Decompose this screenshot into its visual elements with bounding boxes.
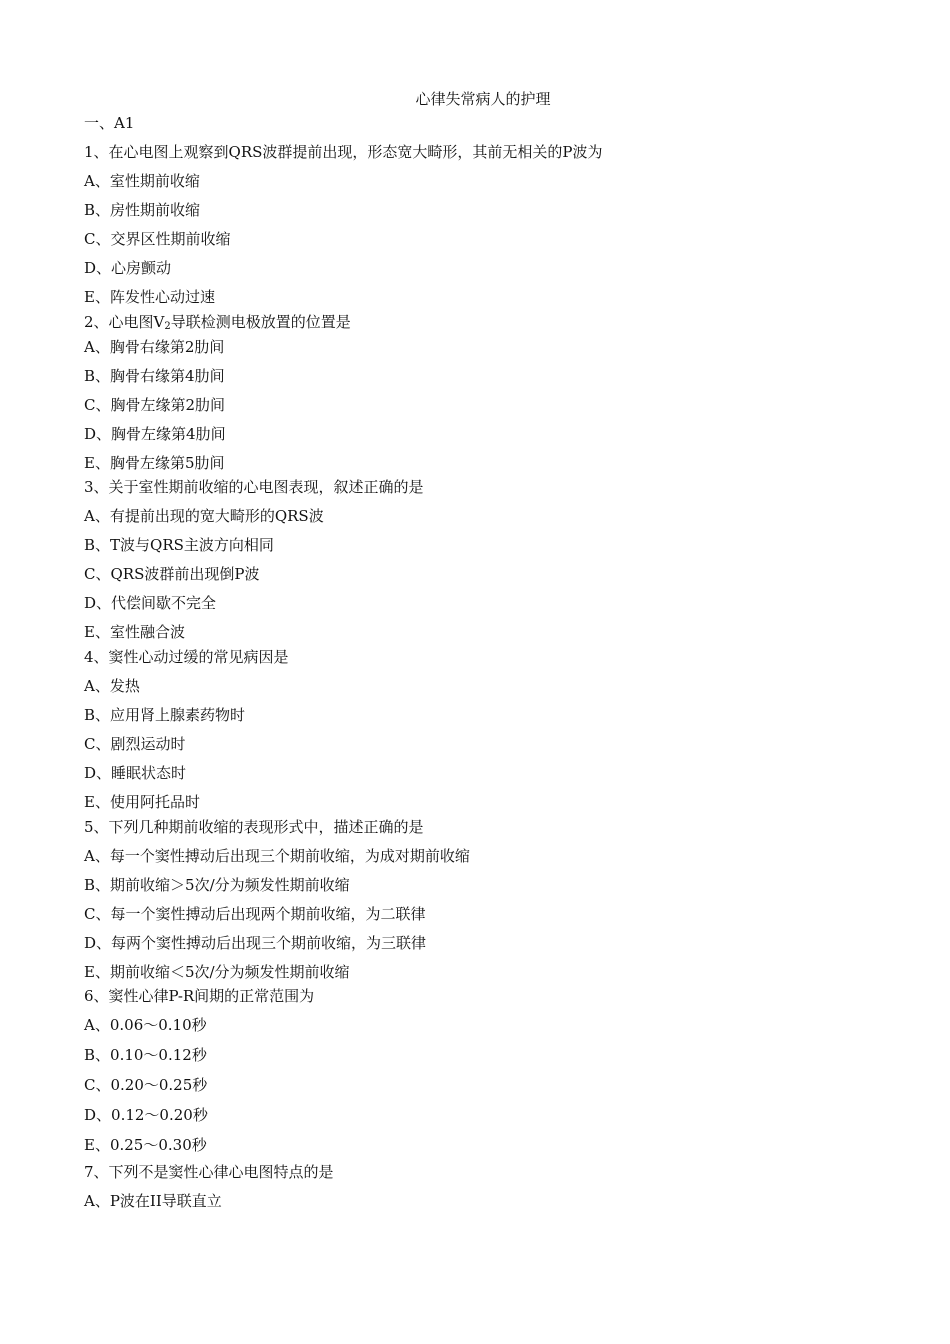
- page-title: 心律失常病人的护理: [415, 90, 551, 108]
- question-4-option-e: E、使用阿托品时: [84, 793, 200, 811]
- question-7-option-a: A、P波在II导联直立: [84, 1192, 222, 1210]
- question-5-option-d: D、每两个窦性搏动后出现三个期前收缩，为三联律: [84, 934, 427, 952]
- question-1-option-e: E、阵发性心动过速: [84, 288, 215, 306]
- question-5-option-b: B、期前收缩＞5次/分为频发性期前收缩: [84, 876, 350, 894]
- question-1-option-c: C、交界区性期前收缩: [84, 230, 231, 248]
- question-5-option-c: C、每一个窦性搏动后出现两个期前收缩，为二联律: [84, 905, 426, 923]
- question-3-option-a: A、有提前出现的宽大畸形的QRS波: [84, 507, 324, 525]
- question-3-option-e: E、室性融合波: [84, 623, 185, 641]
- question-6-option-d: D、0.12～0.20秒: [84, 1106, 208, 1124]
- question-2-stem-suffix: 导联检测电极放置的位置是: [170, 313, 351, 331]
- question-1-option-a: A、室性期前收缩: [84, 172, 200, 190]
- question-1-stem: 1、在心电图上观察到QRS波群提前出现，形态宽大畸形，其前无相关的P波为: [84, 143, 603, 161]
- question-2-option-e: E、胸骨左缘第5肋间: [84, 454, 225, 472]
- question-7-stem: 7、下列不是窦性心律心电图特点的是: [84, 1163, 334, 1181]
- question-5-stem: 5、下列几种期前收缩的表现形式中，描述正确的是: [84, 818, 424, 836]
- question-6-option-b: B、0.10～0.12秒: [84, 1046, 207, 1064]
- question-4-option-b: B、应用肾上腺素药物时: [84, 706, 246, 724]
- question-1-option-b: B、房性期前收缩: [84, 201, 201, 219]
- question-6-option-c: C、0.20～0.25秒: [84, 1076, 208, 1094]
- question-4-option-a: A、发热: [84, 677, 140, 695]
- question-2-option-d: D、胸骨左缘第4肋间: [84, 425, 226, 443]
- question-3-option-b: B、T波与QRS主波方向相同: [84, 536, 274, 554]
- section-heading: 一、A1: [84, 114, 135, 132]
- question-5-option-e: E、期前收缩＜5次/分为频发性期前收缩: [84, 963, 350, 981]
- question-2-stem-subscript: 2: [164, 321, 171, 332]
- question-6-stem: 6、窦性心律P-R间期的正常范围为: [84, 987, 315, 1005]
- question-2-option-b: B、胸骨右缘第4肋间: [84, 367, 225, 385]
- question-3-option-d: D、代偿间歇不完全: [84, 594, 217, 612]
- question-6-option-a: A、0.06～0.10秒: [84, 1016, 207, 1034]
- question-2-stem-prefix: 2、心电图V: [84, 313, 165, 331]
- question-1-option-d: D、心房颤动: [84, 259, 172, 277]
- question-2-option-a: A、胸骨右缘第2肋间: [84, 338, 225, 356]
- question-4-option-c: C、剧烈运动时: [84, 735, 186, 753]
- question-6-option-e: E、0.25～0.30秒: [84, 1136, 207, 1154]
- question-4-stem: 4、窦性心动过缓的常见病因是: [84, 648, 289, 666]
- question-3-option-c: C、QRS波群前出现倒P波: [84, 565, 260, 583]
- question-2-option-c: C、胸骨左缘第2肋间: [84, 396, 226, 414]
- question-5-option-a: A、每一个窦性搏动后出现三个期前收缩，为成对期前收缩: [84, 847, 470, 865]
- question-2-stem: [84, 312, 351, 337]
- question-3-stem: 3、关于室性期前收缩的心电图表现，叙述正确的是: [84, 478, 424, 496]
- question-4-option-d: D、睡眠状态时: [84, 764, 187, 782]
